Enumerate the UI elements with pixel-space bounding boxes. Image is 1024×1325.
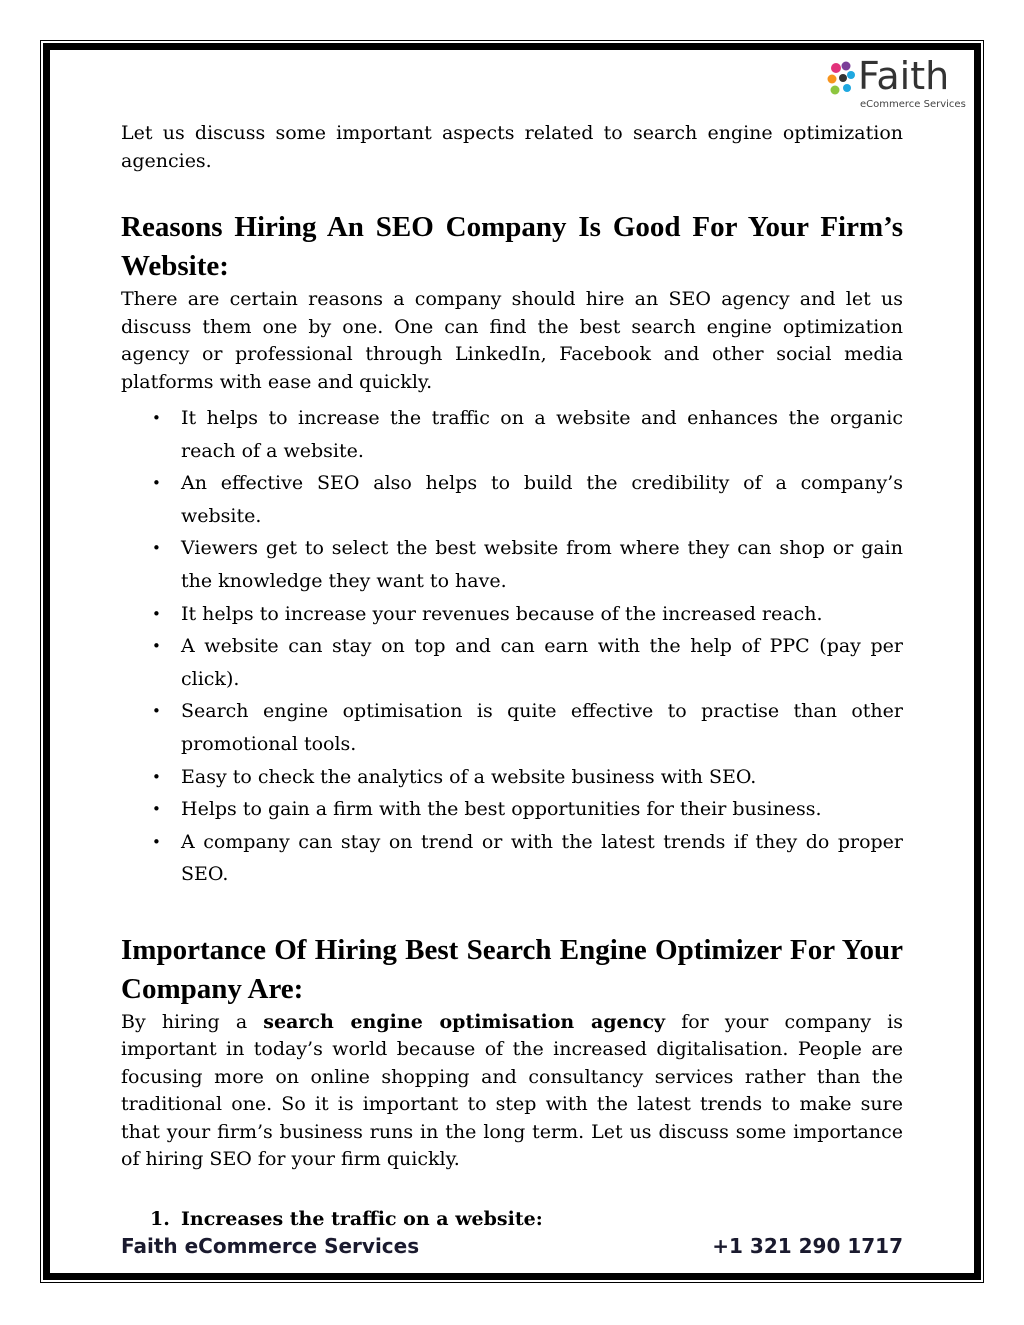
list-item: • A company can stay on trend or with the latest trends if they do proper SEO. bbox=[181, 826, 903, 891]
list-item: • Easy to check the analytics of a website business with SEO. bbox=[181, 761, 903, 794]
list-item: • Viewers get to select the best website from where they can shop or gain the knowledge they want to have. bbox=[181, 532, 903, 597]
list-item: • Search engine optimisation is quite effective to practise than other promotional tools. bbox=[181, 695, 903, 760]
flower-logo-icon bbox=[826, 60, 858, 100]
list-item: • It helps to increase your revenues because of the increased reach. bbox=[181, 598, 903, 631]
section-paragraph-importance bbox=[121, 1009, 903, 1174]
document-body bbox=[121, 120, 903, 1234]
para-text-before: By hiring a bbox=[121, 1010, 264, 1033]
list-item: • A website can stay on top and can earn with the help of PPC (pay per click). bbox=[181, 630, 903, 695]
para-text-after: for your company is important in today’s world because of the increased digitalisation. People are focusing more on online shopping and consultancy services rather than the traditional one. So it is important to step with the latest trends to make sure that your firm’s business runs in the long term. Let us discuss some importance of hiring SEO for your firm quickly. bbox=[121, 1010, 904, 1171]
seo-agency-link[interactable]: search engine optimisation agency bbox=[263, 1010, 666, 1033]
footer-company-name: Faith eCommerce Services bbox=[121, 1234, 420, 1258]
section-heading-importance: Importance Of Hiring Best Search Engine Optimizer For Your Company Are: bbox=[121, 933, 903, 1005]
list-item-text: Increases the traffic on a website: bbox=[181, 1207, 543, 1230]
section-heading-reasons: Reasons Hiring An SEO Company Is Good For Your Firm’s Website: bbox=[121, 211, 903, 282]
list-item bbox=[150, 1204, 903, 1234]
logo-wordmark: Faith bbox=[858, 54, 950, 98]
intro-paragraph: Let us discuss some important aspects related to search engine optimization agencies. bbox=[121, 122, 903, 172]
faith-logo bbox=[826, 54, 968, 114]
importance-numbered-list bbox=[121, 1204, 903, 1234]
footer-phone-number: +1 321 290 1717 bbox=[712, 1234, 903, 1258]
list-item: • An effective SEO also helps to build the credibility of a company’s website. bbox=[181, 467, 903, 532]
section-paragraph-reasons: There are certain reasons a company should hire an SEO agency and let us discuss them one by one. One can find the best search engine optimization agency or professional through LinkedIn, Facebook and other social media platforms with ease and quickly. bbox=[121, 288, 903, 393]
reasons-bullet-list bbox=[121, 402, 903, 891]
list-item: • Helps to gain a firm with the best opportunities for their business. bbox=[181, 793, 903, 826]
list-number: 1. bbox=[150, 1207, 170, 1230]
logo-subtitle: eCommerce Services bbox=[860, 99, 966, 110]
page-footer bbox=[121, 1234, 903, 1264]
list-item: • It helps to increase the traffic on a website and enhances the organic reach of a website. bbox=[181, 402, 903, 467]
